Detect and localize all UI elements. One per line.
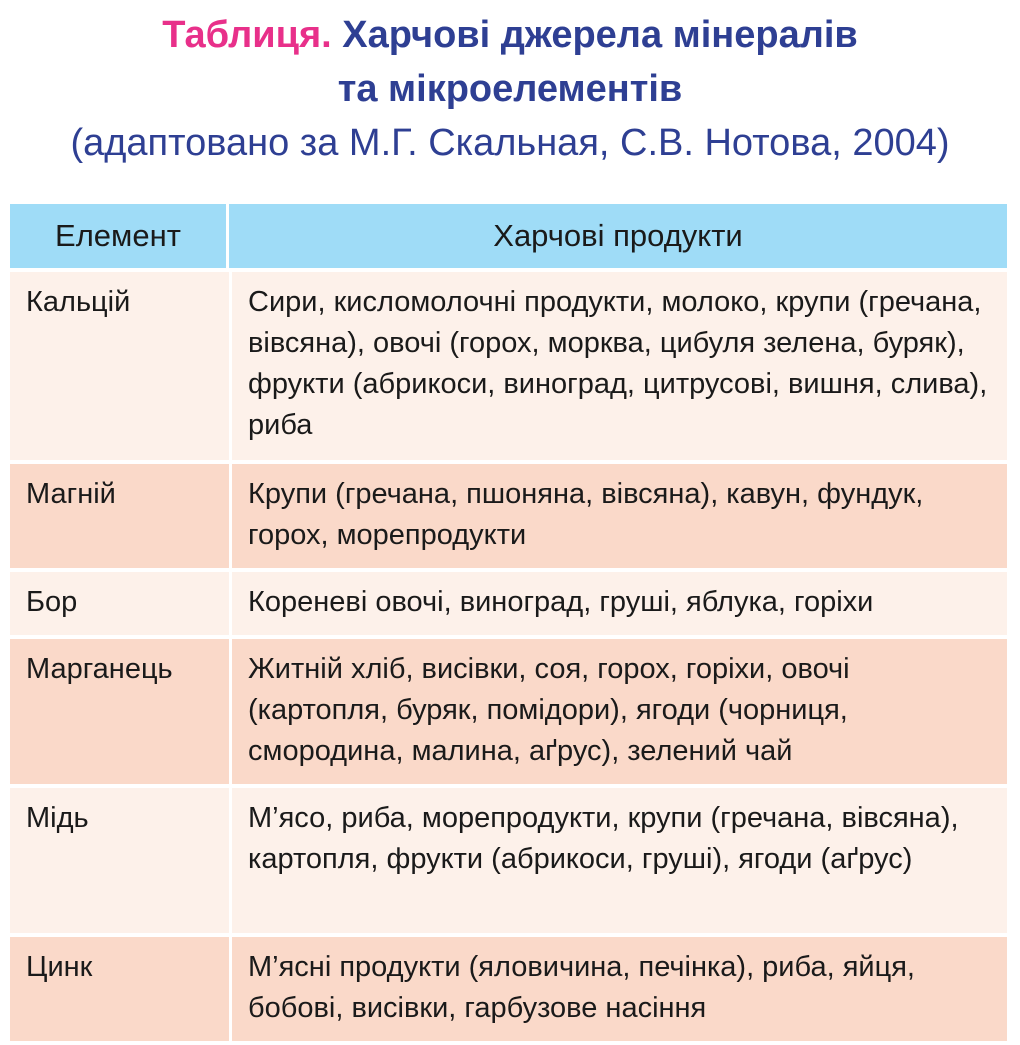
table-header-row <box>10 204 1007 272</box>
table-row <box>10 639 1007 788</box>
table-row <box>10 788 1007 937</box>
element-cell: Магній <box>10 464 229 572</box>
title-block <box>0 8 1020 170</box>
title-subtitle: (адаптовано за М.Г. Скальная, С.В. Нотова, 2004) <box>70 122 950 164</box>
nutrition-table-wrap <box>10 204 1007 1045</box>
table-row <box>10 572 1007 639</box>
header-element: Елемент <box>10 204 229 272</box>
title-main-line2: та мікроелементів <box>337 68 683 110</box>
products-cell: М’ясні продукти (яловичина, печінка), риба, яйця, бобові, висівки, гарбузове насіння <box>229 937 1007 1045</box>
element-cell: Цинк <box>10 937 229 1045</box>
element-cell: Кальцій <box>10 272 229 464</box>
products-cell: Сири, кисломолочні продукти, молоко, крупи (гречана, вівсяна), овочі (горох, морква, цибуля зелена, буряк), фрукти (абрикоси, виноград, цитрусові, вишня, слива), риба <box>229 272 1007 464</box>
products-cell: М’ясо, риба, морепродукти, крупи (гречана, вівсяна), картопля, фрукти (абрикоси, груші), ягоди (аґрус) <box>229 788 1007 937</box>
products-cell: Кореневі овочі, виноград, груші, яблука, горіхи <box>229 572 1007 639</box>
title-main-line1: Харчові джерела мінералів <box>342 14 858 56</box>
products-cell: Житній хліб, висівки, соя, горох, горіхи, овочі (картопля, буряк, помідори), ягоди (чорниця, смородина, малина, аґрус), зелений чай <box>229 639 1007 788</box>
products-cell: Крупи (гречана, пшоняна, вівсяна), кавун, фундук, горох, морепродукти <box>229 464 1007 572</box>
nutrition-table <box>10 204 1007 1045</box>
element-cell: Мідь <box>10 788 229 937</box>
header-products: Харчові продукти <box>229 204 1007 272</box>
table-row <box>10 937 1007 1045</box>
title-prefix: Таблиця. <box>162 14 332 56</box>
table-row <box>10 272 1007 464</box>
element-cell: Марганець <box>10 639 229 788</box>
element-cell: Бор <box>10 572 229 639</box>
table-row <box>10 464 1007 572</box>
table-title <box>0 8 1020 62</box>
